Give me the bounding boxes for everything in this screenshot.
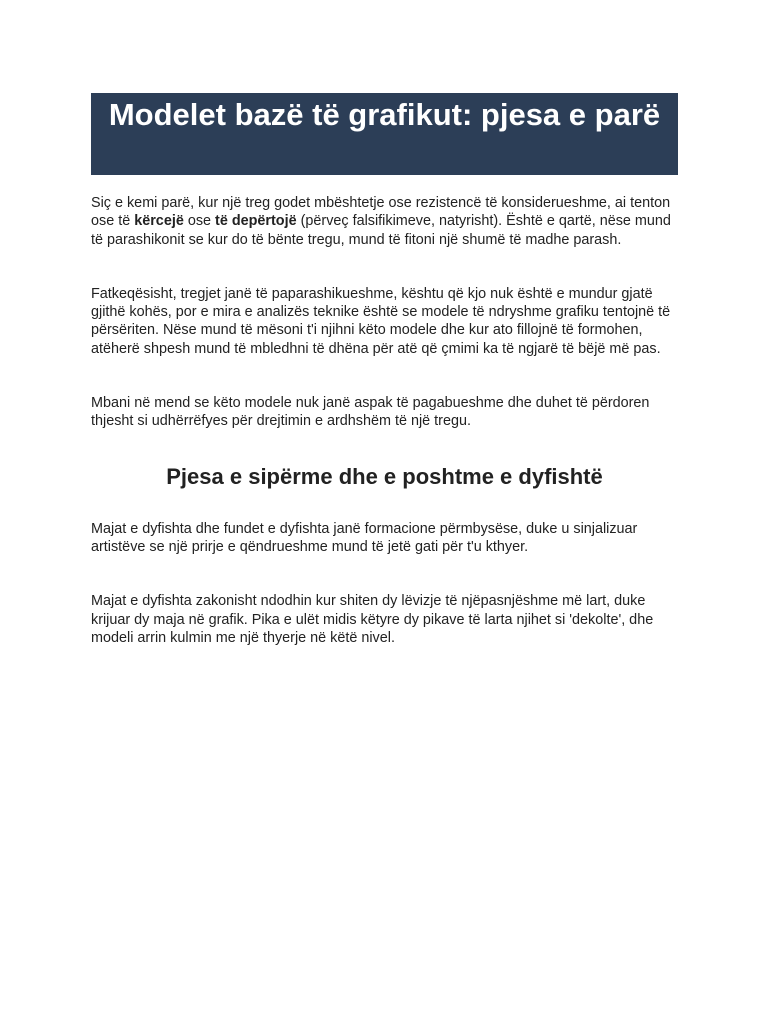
paragraph-unpredictable: Fatkeqësisht, tregjet janë të paparashikueshme, kështu që kjo nuk është e mundur gjatë gjithë kohës, por e mira e analizës teknike është se modele të ndryshme grafiku tentojnë të përsëriten. Nëse mund të mësoni t'i njihni këto modele dhe kur ato fillojnë të formohen, atëherë shpesh mund të mbledhni të dhëna për atë që çmimi ka të ngjarë të bëjë më pas.	[91, 285, 671, 357]
paragraph-double-tops: Majat e dyfishta dhe fundet e dyfishta janë formacione përmbysëse, duke u sinjalizuar artistëve se një prirje e qëndrueshme mund të jetë gati për t'u kthyer.	[91, 520, 638, 555]
title-banner	[91, 93, 678, 175]
page-title: Modelet bazë të grafikut: pjesa e parë	[108, 97, 661, 132]
section-heading: Pjesa e sipërme dhe e poshtme e dyfishtë	[166, 463, 603, 489]
intro-text-part3: (përveç falsifikimeve, natyrisht). Është e qartë, nëse mund të parashikonit se kur do të bënte tregu, mund të fitoni një shumë të madhe parash.	[91, 213, 671, 248]
intro-bold-bounce: kërcejë	[134, 213, 184, 230]
paragraph-remember: Mbani në mend se këto modele nuk janë aspak të pagabueshme dhe duhet të përdoren thjesht si udhërrëfyes për drejtimin e ardhshëm të një tregu.	[91, 395, 650, 430]
paragraph-double-tops-detail: Majat e dyfishta zakonisht ndodhin kur shiten dy lëvizje të njëpasnjëshme më lart, duke krijuar dy maja në grafik. Pika e ulët midis këtyre dy pikave të larta njihet si 'dekolte', dhe modeli arrin kulmin me një thyerje në këtë nivel.	[91, 593, 654, 646]
intro-text-part1: Siç e kemi parë, kur një treg godet mbështetje ose rezistencë të konsiderueshme, ai tenton ose të	[91, 195, 671, 230]
intro-text-part2: ose	[183, 213, 216, 230]
document-page	[91, 93, 678, 647]
intro-paragraph	[91, 194, 678, 249]
intro-bold-breakthrough: të depërtojë	[215, 213, 297, 230]
